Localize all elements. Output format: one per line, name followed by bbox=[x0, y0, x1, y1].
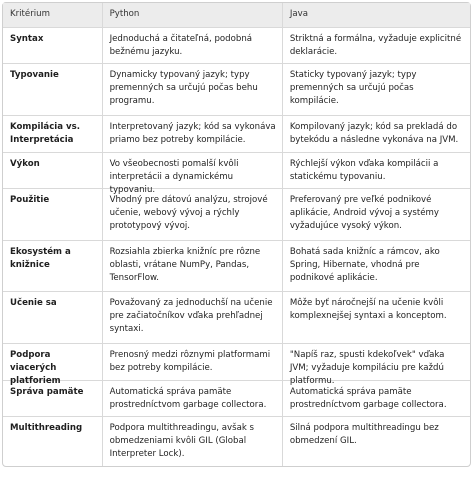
row-criterion: Podpora viacerých platforiem bbox=[10, 350, 61, 387]
row-python: Vo všeobecnosti pomalší kvôli interpretácii a dynamickému typovaniu. bbox=[102, 153, 282, 188]
row-criterion: Ekosystém a knižnice bbox=[10, 247, 71, 271]
row-java: "Napíš raz, spusti kdekoľvek" vďaka JVM; vyžaduje kompiláciu pre každú platformu. bbox=[282, 344, 470, 380]
table-row bbox=[3, 240, 470, 291]
row-java: Automatická správa pamäte prostredníctvom garbage collectora. bbox=[282, 381, 470, 416]
header-java: Java bbox=[282, 3, 470, 27]
row-criterion: Učenie sa bbox=[10, 298, 57, 308]
row-python: Podpora multithreadingu, avšak s obmedzeniami kvôli GIL (Global Interpreter Lock). bbox=[102, 417, 282, 466]
row-criterion: Kompilácia vs. Interpretácia bbox=[10, 122, 81, 146]
table-row bbox=[3, 343, 470, 387]
row-java: Staticky typovaný jazyk; typy premenných sa určujú počas kompilácie. bbox=[282, 64, 470, 115]
row-python: Automatická správa pamäte prostredníctvom garbage collectora. bbox=[102, 381, 282, 416]
table-row bbox=[3, 152, 470, 196]
row-java: Silná podpora multithreadingu bez obmedzení GIL. bbox=[282, 417, 470, 466]
table-row bbox=[3, 380, 470, 416]
row-criterion: Multithreading bbox=[10, 423, 83, 433]
table-header-row bbox=[3, 3, 470, 27]
row-java: Môže byť náročnejší na učenie kvôli komplexnejšej syntaxi a konceptom. bbox=[282, 292, 470, 343]
row-criterion: Syntax bbox=[10, 34, 44, 44]
row-python: Prenosný medzi rôznymi platformami bez potreby kompilácie. bbox=[102, 344, 282, 380]
row-python: Vhodný pre dátovú analýzu, strojové učenie, webový vývoj a rýchly prototypový vývoj. bbox=[102, 189, 282, 240]
table-row bbox=[3, 188, 470, 240]
row-python: Dynamicky typovaný jazyk; typy premenných sa určujú počas behu programu. bbox=[102, 64, 282, 115]
row-python: Jednoduchá a čitateľná, podobná bežnému jazyku. bbox=[102, 28, 282, 63]
row-python: Interpretovaný jazyk; kód sa vykonáva priamo bez potreby kompilácie. bbox=[102, 116, 282, 152]
comparison-table bbox=[2, 2, 471, 467]
table-row bbox=[3, 63, 470, 115]
header-criterion: Kritérium bbox=[10, 9, 50, 19]
row-java: Rýchlejší výkon vďaka kompilácii a statickému typovaniu. bbox=[282, 153, 470, 188]
row-python: Rozsiahla zbierka knižníc pre rôzne oblasti, vrátane NumPy, Pandas, TensorFlow. bbox=[102, 241, 282, 291]
row-criterion: Výkon bbox=[10, 159, 40, 169]
row-criterion: Použitie bbox=[10, 195, 50, 205]
table-row bbox=[3, 115, 470, 152]
header-python: Python bbox=[102, 3, 282, 27]
row-python: Považovaný za jednoduchší na učenie pre začiatočníkov vďaka prehľadnej syntaxi. bbox=[102, 292, 282, 343]
row-criterion: Typovanie bbox=[10, 70, 59, 80]
table-row bbox=[3, 27, 470, 63]
row-java: Striktná a formálna, vyžaduje explicitné deklarácie. bbox=[282, 28, 470, 63]
table-row bbox=[3, 291, 470, 343]
row-java: Bohatá sada knižníc a rámcov, ako Spring, Hibernate, vhodná pre podnikové aplikácie. bbox=[282, 241, 470, 291]
row-criterion: Správa pamäte bbox=[10, 387, 84, 397]
table-row bbox=[3, 416, 470, 466]
row-java: Kompilovaný jazyk; kód sa prekladá do bytekódu a následne vykonáva na JVM. bbox=[282, 116, 470, 152]
row-java: Preferovaný pre veľké podnikové aplikácie, Android vývoj a systémy vyžadujúce vysoký výkon. bbox=[282, 189, 470, 240]
